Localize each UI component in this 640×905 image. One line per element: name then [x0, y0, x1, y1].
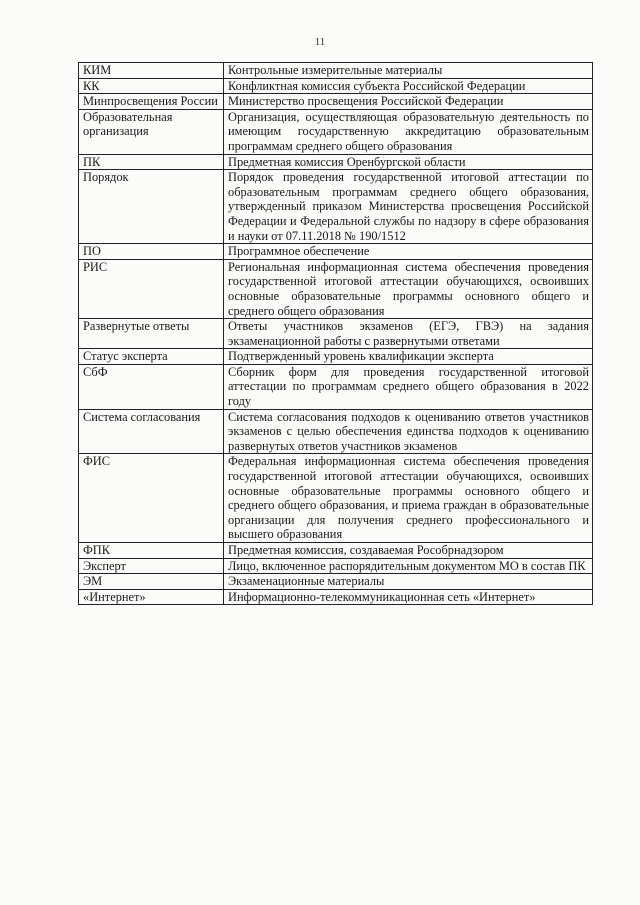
term-cell: Эксперт — [79, 558, 224, 574]
definition-cell: Система согласования подходов к оцениванию ответов участников экзаменов с целью обеспечения единства подходов к оцениванию развернутых ответов участников экзаменов — [224, 409, 593, 454]
term-cell: СбФ — [79, 364, 224, 409]
definition-cell: Порядок проведения государственной итоговой аттестации по образовательным программам среднего общего образования, утвержденный приказом Министерства просвещения Российской Федерации и Федеральной службы по надзору в сфере образования и науки от 07.11.2018 № 190/1512 — [224, 170, 593, 244]
definition-cell: Министерство просвещения Российской Федерации — [224, 94, 593, 110]
definition-cell: Предметная комиссия Оренбургской области — [224, 154, 593, 170]
term-cell: Система согласования — [79, 409, 224, 454]
definition-cell: Сборник форм для проведения государственной итоговой аттестации по программам среднего общего образования в 2022 году — [224, 364, 593, 409]
definition-cell: Конфликтная комиссия субъекта Российской Федерации — [224, 78, 593, 94]
table-row — [79, 154, 593, 170]
definition-cell: Информационно-телекоммуникационная сеть «Интернет» — [224, 589, 593, 605]
definition-cell: Экзаменационные материалы — [224, 574, 593, 590]
table-row — [79, 454, 593, 543]
table-row — [79, 63, 593, 79]
table-row — [79, 589, 593, 605]
term-cell: Развернутые ответы — [79, 319, 224, 349]
term-cell: РИС — [79, 259, 224, 318]
definition-cell: Программное обеспечение — [224, 244, 593, 260]
definition-cell: Организация, осуществляющая образовательную деятельность по имеющим государственную аккредитацию образовательным программам среднего общего образования — [224, 109, 593, 154]
term-cell: Статус эксперта — [79, 349, 224, 365]
term-cell: Образовательная организация — [79, 109, 224, 154]
term-cell: Минпросвещения России — [79, 94, 224, 110]
table-row — [79, 409, 593, 454]
table-row — [79, 574, 593, 590]
table-row — [79, 94, 593, 110]
table-row — [79, 259, 593, 318]
definition-cell: Контрольные измерительные материалы — [224, 63, 593, 79]
term-cell: Порядок — [79, 170, 224, 244]
table-row — [79, 558, 593, 574]
table-row — [79, 78, 593, 94]
definition-cell: Ответы участников экзаменов (ЕГЭ, ГВЭ) на задания экзаменационной работы с развернутыми ответами — [224, 319, 593, 349]
term-cell: ФПК — [79, 543, 224, 559]
term-cell: КК — [79, 78, 224, 94]
term-cell: ФИС — [79, 454, 224, 543]
term-cell: «Интернет» — [79, 589, 224, 605]
table-row — [79, 109, 593, 154]
term-cell: ПО — [79, 244, 224, 260]
table-row — [79, 543, 593, 559]
abbreviations-table — [78, 62, 593, 605]
term-cell: ПК — [79, 154, 224, 170]
definition-cell: Региональная информационная система обеспечения проведения государственной итоговой аттестации обучающихся, освоивших основные образовательные программы основного общего и среднего общего образования — [224, 259, 593, 318]
table-row — [79, 364, 593, 409]
table-row — [79, 170, 593, 244]
definition-cell: Федеральная информационная система обеспечения проведения государственной итоговой аттестации обучающихся, освоивших основные образовательные программы основного общего и среднего общего образования, и приема граждан в образовательные организации для получения среднего профессионального и высшего образования — [224, 454, 593, 543]
definition-cell: Предметная комиссия, создаваемая Рособрнадзором — [224, 543, 593, 559]
table-row — [79, 349, 593, 365]
definition-cell: Лицо, включенное распорядительным документом МО в состав ПК — [224, 558, 593, 574]
term-cell: ЭМ — [79, 574, 224, 590]
table-row — [79, 244, 593, 260]
table-row — [79, 319, 593, 349]
term-cell: КИМ — [79, 63, 224, 79]
definition-cell: Подтвержденный уровень квалификации эксперта — [224, 349, 593, 365]
page-number: 11 — [314, 36, 326, 48]
